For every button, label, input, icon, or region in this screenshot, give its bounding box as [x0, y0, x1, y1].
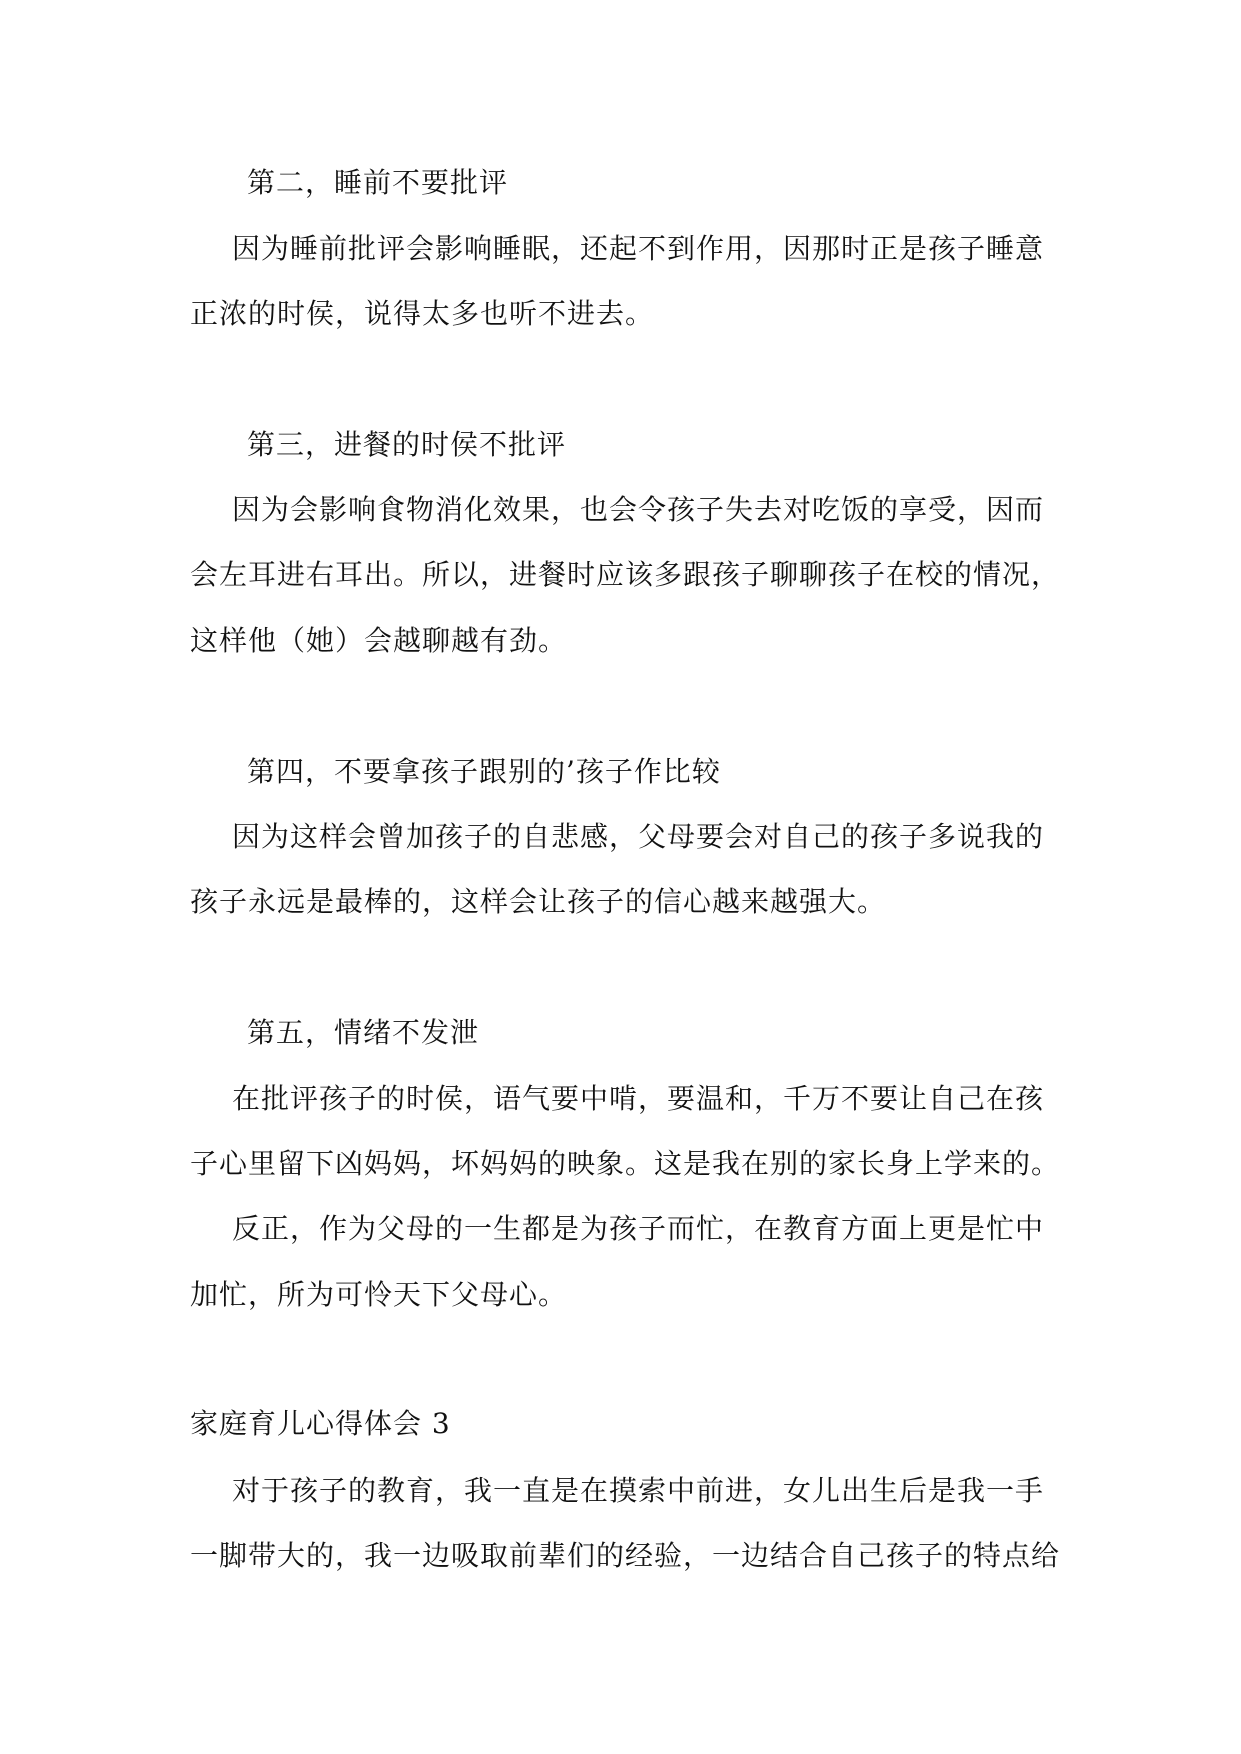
paragraph-line: 这样他（她）会越聊越有劲。 [190, 624, 568, 657]
paragraph-line: 会左耳进右耳出。所以，进餐时应该多跟孩子聊聊孩子在校的情况， [190, 558, 1061, 591]
paragraph-line: 因为睡前批评会影响睡眠，还起不到作用，因那时正是孩子睡意 [232, 232, 1045, 265]
heading-fourth: 第四，不要拿孩子跟别的’孩子作比较 [247, 755, 721, 788]
heading-fifth: 第五，情绪不发泄 [247, 1016, 480, 1049]
paragraph-line: 在批评孩子的时侯，语气要中啃，要温和，千万不要让自己在孩 [232, 1082, 1045, 1115]
heading-third: 第三，进餐的时侯不批评 [247, 428, 567, 461]
paragraph-line: 正浓的时侯，说得太多也听不进去。 [190, 297, 655, 330]
section-title: 家庭育儿心得体会 3 [190, 1407, 451, 1440]
paragraph-line: 孩子永远是最棒的，这样会让孩子的信心越来越强大。 [190, 885, 887, 918]
paragraph-line: 一脚带大的，我一边吸取前辈们的经验，一边结合自己孩子的特点给 [190, 1539, 1061, 1572]
paragraph-line: 对于孩子的教育，我一直是在摸索中前进，女儿出生后是我一手 [232, 1474, 1045, 1507]
paragraph-line: 因为会影响食物消化效果，也会令孩子失去对吃饭的享受，因而 [232, 493, 1045, 526]
paragraph-line: 子心里留下凶妈妈，坏妈妈的映象。这是我在别的家长身上学来的。 [190, 1147, 1061, 1180]
paragraph-line: 因为这样会曾加孩子的自悲感，父母要会对自己的孩子多说我的 [232, 820, 1045, 853]
heading-second: 第二，睡前不要批评 [247, 166, 509, 199]
paragraph-line: 加忙，所为可怜天下父母心。 [190, 1278, 568, 1311]
paragraph-line: 反正，作为父母的一生都是为孩子而忙，在教育方面上更是忙中 [232, 1212, 1045, 1245]
